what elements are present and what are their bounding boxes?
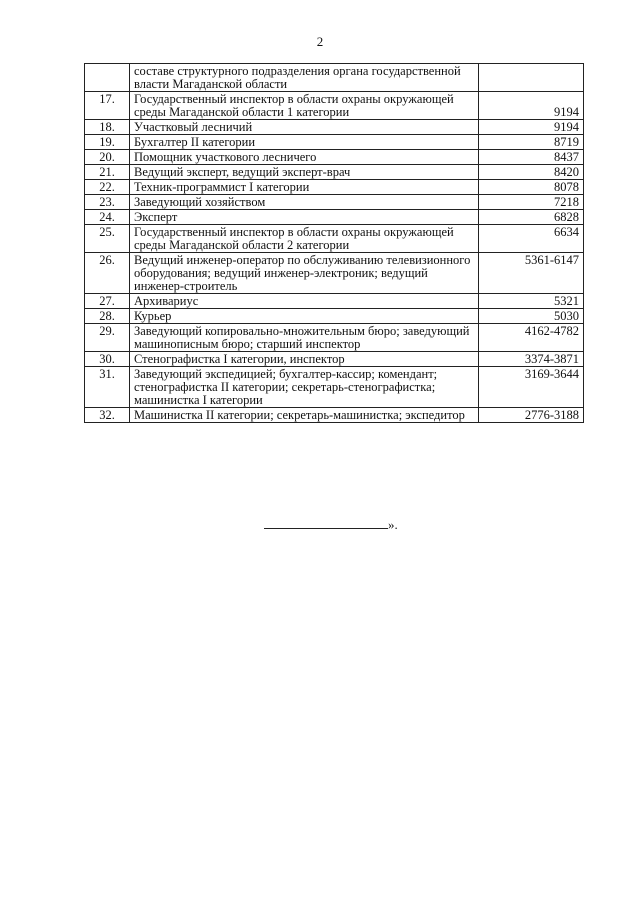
salary-value: 4162-4782	[479, 324, 584, 352]
row-number: 27.	[85, 294, 130, 309]
position-title: Государственный инспектор в области охраны окружающей среды Магаданской области 2 категории	[130, 225, 479, 253]
position-title: Заведующий копировально-множительным бюро; заведующий машинописным бюро; старший инспектор	[130, 324, 479, 352]
row-number: 24.	[85, 210, 130, 225]
table-row	[85, 150, 584, 165]
table-row	[85, 294, 584, 309]
row-number: 20.	[85, 150, 130, 165]
position-title: Заведующий хозяйством	[130, 195, 479, 210]
signature-underline	[264, 516, 388, 529]
table-row	[85, 309, 584, 324]
position-title: Архивариус	[130, 294, 479, 309]
closing-quote: ».	[388, 517, 398, 532]
closing-line	[264, 516, 398, 533]
position-title: Курьер	[130, 309, 479, 324]
table-row	[85, 324, 584, 352]
position-title: Эксперт	[130, 210, 479, 225]
row-number: 17.	[85, 92, 130, 120]
table-row	[85, 352, 584, 367]
table-row	[85, 92, 584, 120]
page-number: 2	[316, 34, 324, 49]
row-number: 23.	[85, 195, 130, 210]
table-row	[85, 253, 584, 294]
salary-value: 3374-3871	[479, 352, 584, 367]
table-row	[85, 408, 584, 423]
position-title: Ведущий инженер-оператор по обслуживанию телевизионного оборудования; ведущий инженер-электроник; ведущий инженер-строитель	[130, 253, 479, 294]
position-title: Заведующий экспедицией; бухгалтер-кассир; комендант; стенографистка II категории; секретарь-стенографистка; машинистка I категории	[130, 367, 479, 408]
salary-value: 6828	[479, 210, 584, 225]
row-number: 32.	[85, 408, 130, 423]
salary-value: 2776-3188	[479, 408, 584, 423]
row-number: 18.	[85, 120, 130, 135]
salary-value: 9194	[479, 92, 584, 120]
row-number: 28.	[85, 309, 130, 324]
row-number: 26.	[85, 253, 130, 294]
row-number: 30.	[85, 352, 130, 367]
salary-value: 8078	[479, 180, 584, 195]
salary-value: 8719	[479, 135, 584, 150]
table-row	[85, 135, 584, 150]
table-row	[85, 64, 584, 92]
row-number: 29.	[85, 324, 130, 352]
salary-value: 3169-3644	[479, 367, 584, 408]
position-title: Машинистка II категории; секретарь-машинистка; экспедитор	[130, 408, 479, 423]
table-row	[85, 180, 584, 195]
salary-value: 5361-6147	[479, 253, 584, 294]
row-number: 25.	[85, 225, 130, 253]
row-number	[85, 64, 130, 92]
salary-value: 9194	[479, 120, 584, 135]
table-body	[85, 64, 584, 423]
table-row	[85, 367, 584, 408]
salary-value	[479, 64, 584, 92]
table-row	[85, 165, 584, 180]
position-title: Стенографистка I категории, инспектор	[130, 352, 479, 367]
salary-value: 8437	[479, 150, 584, 165]
position-title: Участковый лесничий	[130, 120, 479, 135]
salary-value: 6634	[479, 225, 584, 253]
row-number: 21.	[85, 165, 130, 180]
position-title: составе структурного подразделения органа государственной власти Магаданской области	[130, 64, 479, 92]
position-title: Техник-программист I категории	[130, 180, 479, 195]
table-row	[85, 195, 584, 210]
table-row	[85, 225, 584, 253]
row-number: 31.	[85, 367, 130, 408]
positions-salary-table	[84, 63, 584, 423]
salary-value: 5030	[479, 309, 584, 324]
row-number: 19.	[85, 135, 130, 150]
position-title: Ведущий эксперт, ведущий эксперт-врач	[130, 165, 479, 180]
salary-value: 5321	[479, 294, 584, 309]
salary-value: 7218	[479, 195, 584, 210]
table-row	[85, 210, 584, 225]
salary-value: 8420	[479, 165, 584, 180]
position-title: Помощник участкового лесничего	[130, 150, 479, 165]
position-title: Бухгалтер II категории	[130, 135, 479, 150]
position-title: Государственный инспектор в области охраны окружающей среды Магаданской области 1 категории	[130, 92, 479, 120]
row-number: 22.	[85, 180, 130, 195]
table-row	[85, 120, 584, 135]
